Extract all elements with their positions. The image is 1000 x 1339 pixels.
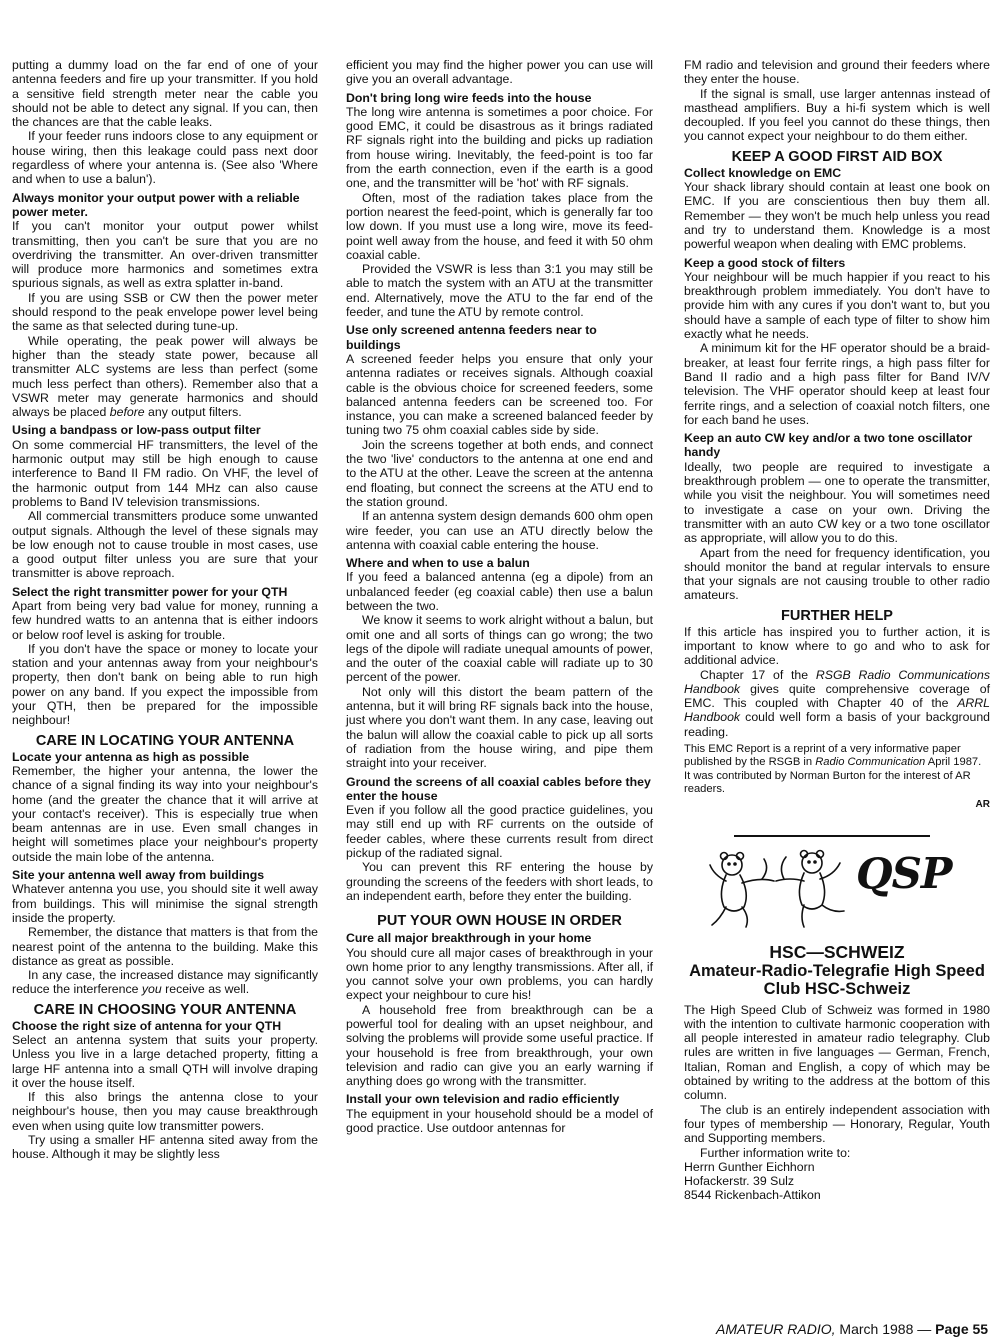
subheading: Ground the screens of all coaxial cables before they enter the house bbox=[346, 774, 651, 803]
paragraph: Ideally, two people are required to investigate a breakthrough problem — one to operate the transmitter, while you visit the neighbour. You will sometimes need to investigate a case on your own. Driving the transmitter with an auto CW key or a two tone oscillator as appropriate, will allow you to do this. bbox=[684, 459, 990, 546]
book-title: ARRL Handbook bbox=[684, 696, 990, 725]
text-run: This EMC Report is a reprint of a very informative paper published by the RSGB in bbox=[684, 743, 961, 769]
address-line: 8544 Rickenbach-Attikon bbox=[684, 1188, 821, 1203]
club-subtitle: Amateur-Radio-Telegrafie High Speed Club HSC-Schweiz bbox=[689, 961, 985, 999]
paragraph: Even if you follow all the good practice guidelines, you may still end up with RF currents on the outside of feeder cables, where these currents result from direct pickup of the radiated signal. bbox=[346, 803, 653, 861]
text-run: could well form a basis of your background reading. bbox=[684, 710, 990, 739]
subheading: Keep an auto CW key and/or a two tone oscillator handy bbox=[684, 431, 973, 460]
paragraph: If this article has inspired you to further action, it is important to know where to go and who to ask for additional advice. bbox=[684, 624, 990, 668]
reprint-credit bbox=[684, 743, 990, 796]
qsp-logo bbox=[684, 845, 990, 937]
address-line: Herrn Gunther Eichhorn bbox=[684, 1159, 815, 1174]
emphasis: before bbox=[109, 405, 145, 420]
publication-name: AMATEUR RADIO, bbox=[716, 1321, 836, 1337]
column-1 bbox=[12, 58, 318, 1162]
text-run: April 1987. It was contributed by Norman Burton for the interest of AR readers. bbox=[684, 756, 982, 795]
end-mark: AR bbox=[975, 799, 990, 811]
paragraph: You can prevent this RF entering the house by grounding the screens of the feeders with short leads, to an independent earth, before they enter the building. bbox=[346, 860, 653, 903]
paragraph: The equipment in your household should be a model of good practice. Use outdoor antennas for bbox=[346, 1106, 653, 1136]
emphasis: you bbox=[141, 982, 162, 997]
paragraph: On some commercial HF transmitters, the level of the harmonic output may still be high enough to cause interference to Band II FM radio. On VHF, the level of the harmonic output from 144 MHz can also cause problems to Band IV television transmissions. bbox=[12, 437, 318, 509]
paragraph: Join the screens together at both ends, and connect the two 'live' conductors to the antenna at one end and to the ATU at the other. Leave the screen at the antenna end floating, but connect the screens at the ATU end to the station ground. bbox=[346, 437, 653, 509]
subheading: Collect knowledge on EMC bbox=[684, 165, 842, 180]
paragraph bbox=[684, 668, 990, 739]
paragraph: If you can't monitor your output power whilst transmitting, then you can't be sure that you are no overdriving the transmitter. An over-driven transmitter will produce more harmonics and sometimes extra spurious signals, as well as extra splatter in-band. bbox=[12, 219, 318, 291]
subheading: Always monitor your output power with a reliable power meter. bbox=[12, 190, 300, 219]
contact-address bbox=[684, 1146, 990, 1203]
paragraph: Remember, the distance that matters is that from the nearest point of the antenna to the building. Make this distance as great as possible. bbox=[12, 925, 318, 968]
paragraph: Select an antenna system that suits your property. Unless you live in a large detached property, fitting a large HF antenna into a small QTH will involve draping it over the house itself. bbox=[12, 1033, 318, 1090]
page-footer bbox=[716, 1322, 988, 1336]
text-run: While operating, the peak power will always be higher than the steady state power, because all transmitter ALC systems are less than perfect (some much less perfect than others). Remember also that a VSWR meter may generate harmonics and should always be placed bbox=[12, 333, 318, 420]
column-2 bbox=[346, 58, 653, 1135]
page-number: Page 55 bbox=[935, 1321, 989, 1337]
section-heading: PUT YOUR OWN HOUSE IN ORDER bbox=[377, 913, 622, 930]
subheading: Install your own television and radio efficiently bbox=[346, 1092, 620, 1107]
paragraph: If this also brings the antenna close to your neighbour's house, then you may cause breakthrough even when using quite low transmitter powers. bbox=[12, 1090, 318, 1133]
address-line: Hofackerstr. 39 Sulz bbox=[684, 1174, 795, 1189]
section-heading: CARE IN CHOOSING YOUR ANTENNA bbox=[33, 1001, 297, 1018]
paragraph: Apart from being very bad value for money, running a few hundred watts to an antenna that is either indoors or below roof level is asking for trouble. bbox=[12, 598, 318, 642]
subheading: Don't bring long wire feeds into the house bbox=[346, 90, 592, 105]
text-run: gives quite comprehensive coverage of EMC. This coupled with Chapter 40 of the bbox=[684, 681, 990, 711]
section-heading: KEEP A GOOD FIRST AID BOX bbox=[731, 148, 943, 165]
paragraph: Remember, the higher your antenna, the lower the chance of a signal finding its way into your neighbour's home (and the greater the chance that it will arrive at your contact's receiver). This is especially true when beam antennas are in use. Even small changes in height will sometimes place your neighbour's property outside the main lobe of the antenna. bbox=[12, 763, 318, 864]
dancing-bears-illustration bbox=[704, 845, 854, 935]
paragraph: efficient you may find the higher power you can use will give you an overall advantage. bbox=[346, 58, 653, 87]
paragraph: Apart from the need for frequency identification, you should monitor the band at regular intervals to ensure that your signals are not causing trouble to other radio amateurs. bbox=[684, 545, 990, 603]
paragraph: FM radio and television and ground their feeders where they enter the house. bbox=[684, 58, 990, 87]
magazine-title: Radio Communication bbox=[815, 756, 926, 769]
subheading: Using a bandpass or low-pass output filter bbox=[12, 423, 261, 438]
subheading: Keep a good stock of filters bbox=[684, 255, 846, 270]
subheading: Locate your antenna as high as possible bbox=[12, 749, 250, 764]
text-run: Chapter 17 of the bbox=[700, 667, 816, 682]
paragraph: putting a dummy load on the far end of one of your antenna feeders and fire up your transmitter. If you hold a sensitive field strength meter near the cable you should not be able to detect any signal. If you can, then the chances are that the cable leaks. bbox=[12, 58, 318, 130]
paragraph bbox=[12, 334, 318, 420]
subheading: Site your antenna well away from buildings bbox=[12, 868, 265, 883]
paragraph: Often, most of the radiation takes place from the portion nearest the feed-point, which is generally far too low down. If you must use a long wire, move its feed-point well away from the house, and feed it with 50 ohm coaxial cable. bbox=[346, 190, 653, 262]
paragraph: If you don't have the space or money to locate your station and your antennas away from your neighbour's property, then don't bank on being able to run high power on any band. If you expect the impossible from your QTH, then be prepared for the impossible neighbour! bbox=[12, 641, 318, 728]
paragraph: Provided the VSWR is less than 3:1 you may still be able to match the system with an ATU at the transmitter end. Alternatively, move the ATU to the far end of the feeder, and tune the ATU by remote control. bbox=[346, 262, 653, 320]
subheading: Select the right transmitter power for your QTH bbox=[12, 584, 288, 599]
column-3 bbox=[684, 58, 990, 1203]
paragraph: The High Speed Club of Schweiz was formed in 1980 with the intention to cultivate harmonic cooperation with all people interested in amateur radio telegraphy. Club rules are written in five languages — German, French, Italian, Roman and English, a copy of which may be obtained by writing to the address at the bottom of this column. bbox=[684, 1002, 990, 1103]
paragraph: The club is an entirely independent association with four types of membership — Honorary, Regular, Youth and Supporting members. bbox=[684, 1102, 990, 1146]
book-title: RSGB Radio Communications Handbook bbox=[684, 667, 990, 696]
paragraph: We know it seems to work alright without a balun, but omit one and all sorts of things can go wrong; the two legs of the dipole will radiate unequal amounts of power, and the outer of the coaxial cable will radiate up to 30 percent of the power. bbox=[346, 613, 653, 685]
subheading: Where and when to use a balun bbox=[346, 556, 530, 571]
subheading: Cure all major breakthrough in your home bbox=[346, 931, 592, 946]
text-run: any output filters. bbox=[144, 405, 242, 420]
qsp-wordmark: QSP bbox=[856, 848, 952, 898]
subheading: Choose the right size of antenna for your QTH bbox=[12, 1018, 282, 1033]
paragraph: You should cure all major cases of breakthrough in your own home prior to any lengthy transmissions. After all, if you cannot solve your own problems, you can hardly expect your neighbour to cure his! bbox=[346, 945, 653, 1003]
paragraph: If your feeder runs indoors close to any equipment or house wiring, then this leakage could pass next door regardless of where your antenna is. (See also 'Where and when to use a balun'). bbox=[12, 129, 318, 187]
paragraph: The long wire antenna is sometimes a poor choice. For good EMC, it could be disastrous as it brings radiated RF signals right into the building and picks up radiation from house wiring. Inevitably, the feed-point is too far from the earth connection, even if the earth is a good one, and the transmitter will be 'hot' with RF signals. bbox=[346, 104, 653, 191]
paragraph: All commercial transmitters produce some unwanted output signals. Although the level of these signals may be low enough not to cause trouble in most cases, use a good output filter unless you are sure that your transmitter is above reproach. bbox=[12, 509, 318, 581]
paragraph: If you are using SSB or CW then the power meter should respond to the peak envelope power level being the same as that selected during tune-up. bbox=[12, 290, 318, 334]
paragraph: Whatever antenna you use, you should site it well away from buildings. This will minimise the signal strength inside the property. bbox=[12, 882, 318, 925]
subheading: Use only screened antenna feeders near to buildings bbox=[346, 323, 597, 352]
paragraph: Your shack library should contain at least one book on EMC. If you are conscientious then buy them all. Remember — they won't be much help unless you read and try to understand them. Knowledge is a most powerful weapon when dealing with EMC problems. bbox=[684, 180, 990, 252]
paragraph: Try using a smaller HF antenna sited away from the house. Although it may be slightly less bbox=[12, 1133, 318, 1162]
paragraph: A minimum kit for the HF operator should be a braid-breaker, at least four ferrite rings, a high pass filter for Band II radio and a high pass filter for Band IV/V television. The VHF operator should keep at least four ferrite rings, and a selection of coaxial notch filters, one for each band he uses. bbox=[684, 341, 990, 427]
text-run: receive as well. bbox=[161, 982, 250, 997]
section-heading: CARE IN LOCATING YOUR ANTENNA bbox=[35, 732, 295, 749]
paragraph bbox=[12, 968, 318, 997]
club-title: HSC—SCHWEIZ bbox=[769, 941, 905, 962]
divider bbox=[734, 835, 930, 837]
paragraph: If the signal is small, use larger antennas instead of masthead amplifiers. Buy a hi-fi system which is well decoupled. If you feel you cannot do these things, then you cannot expect your neighbour to do them either. bbox=[684, 86, 990, 144]
text-run: In any case, the increased distance may significantly reduce the interference bbox=[12, 968, 318, 997]
paragraph: Not only will this distort the beam pattern of the antenna, but it will bring RF signals back into the house, just where you don't want them. In any case, leaving out the balun will allow the coaxial cable to pick up all sorts of radiation from the house wiring, and pipe them straight into your receiver. bbox=[346, 684, 653, 771]
paragraph: A screened feeder helps you ensure that only your antenna radiates or receives signals. Although coaxial cable is the obvious choice for screened feeders, some balanced antenna feeders can be screened too. For instance, you can make a screened balanced feeder by tuning two 75 ohm coaxial cables side by side. bbox=[346, 351, 653, 438]
address-line: Further information write to: bbox=[700, 1145, 851, 1160]
paragraph: If an antenna system design demands 600 ohm open wire feeder, you can use an ATU directly below the antenna with coaxial cable entering the house. bbox=[346, 509, 653, 552]
paragraph: A household free from breakthrough can be a powerful tool for dealing with an upset neighbour, and solving the problems will provide some useful practice. If your household is free from breakthrough, your own television and radio can give you an early warning if anything does go wrong with the transmitter. bbox=[346, 1002, 653, 1089]
paragraph: Your neighbour will be much happier if you react to his breakthrough problem immediately. You don't have to provide him with any cures if you don't want to, but you should have a sample of each type of filter to show him exactly what he needs. bbox=[684, 269, 990, 342]
section-heading: FURTHER HELP bbox=[781, 607, 893, 624]
issue-date: March 1988 — bbox=[835, 1321, 936, 1337]
paragraph: If you feed a balanced antenna (eg a dipole) from an unbalanced feeder (eg coaxial cable) then use a balun between the two. bbox=[346, 570, 653, 613]
